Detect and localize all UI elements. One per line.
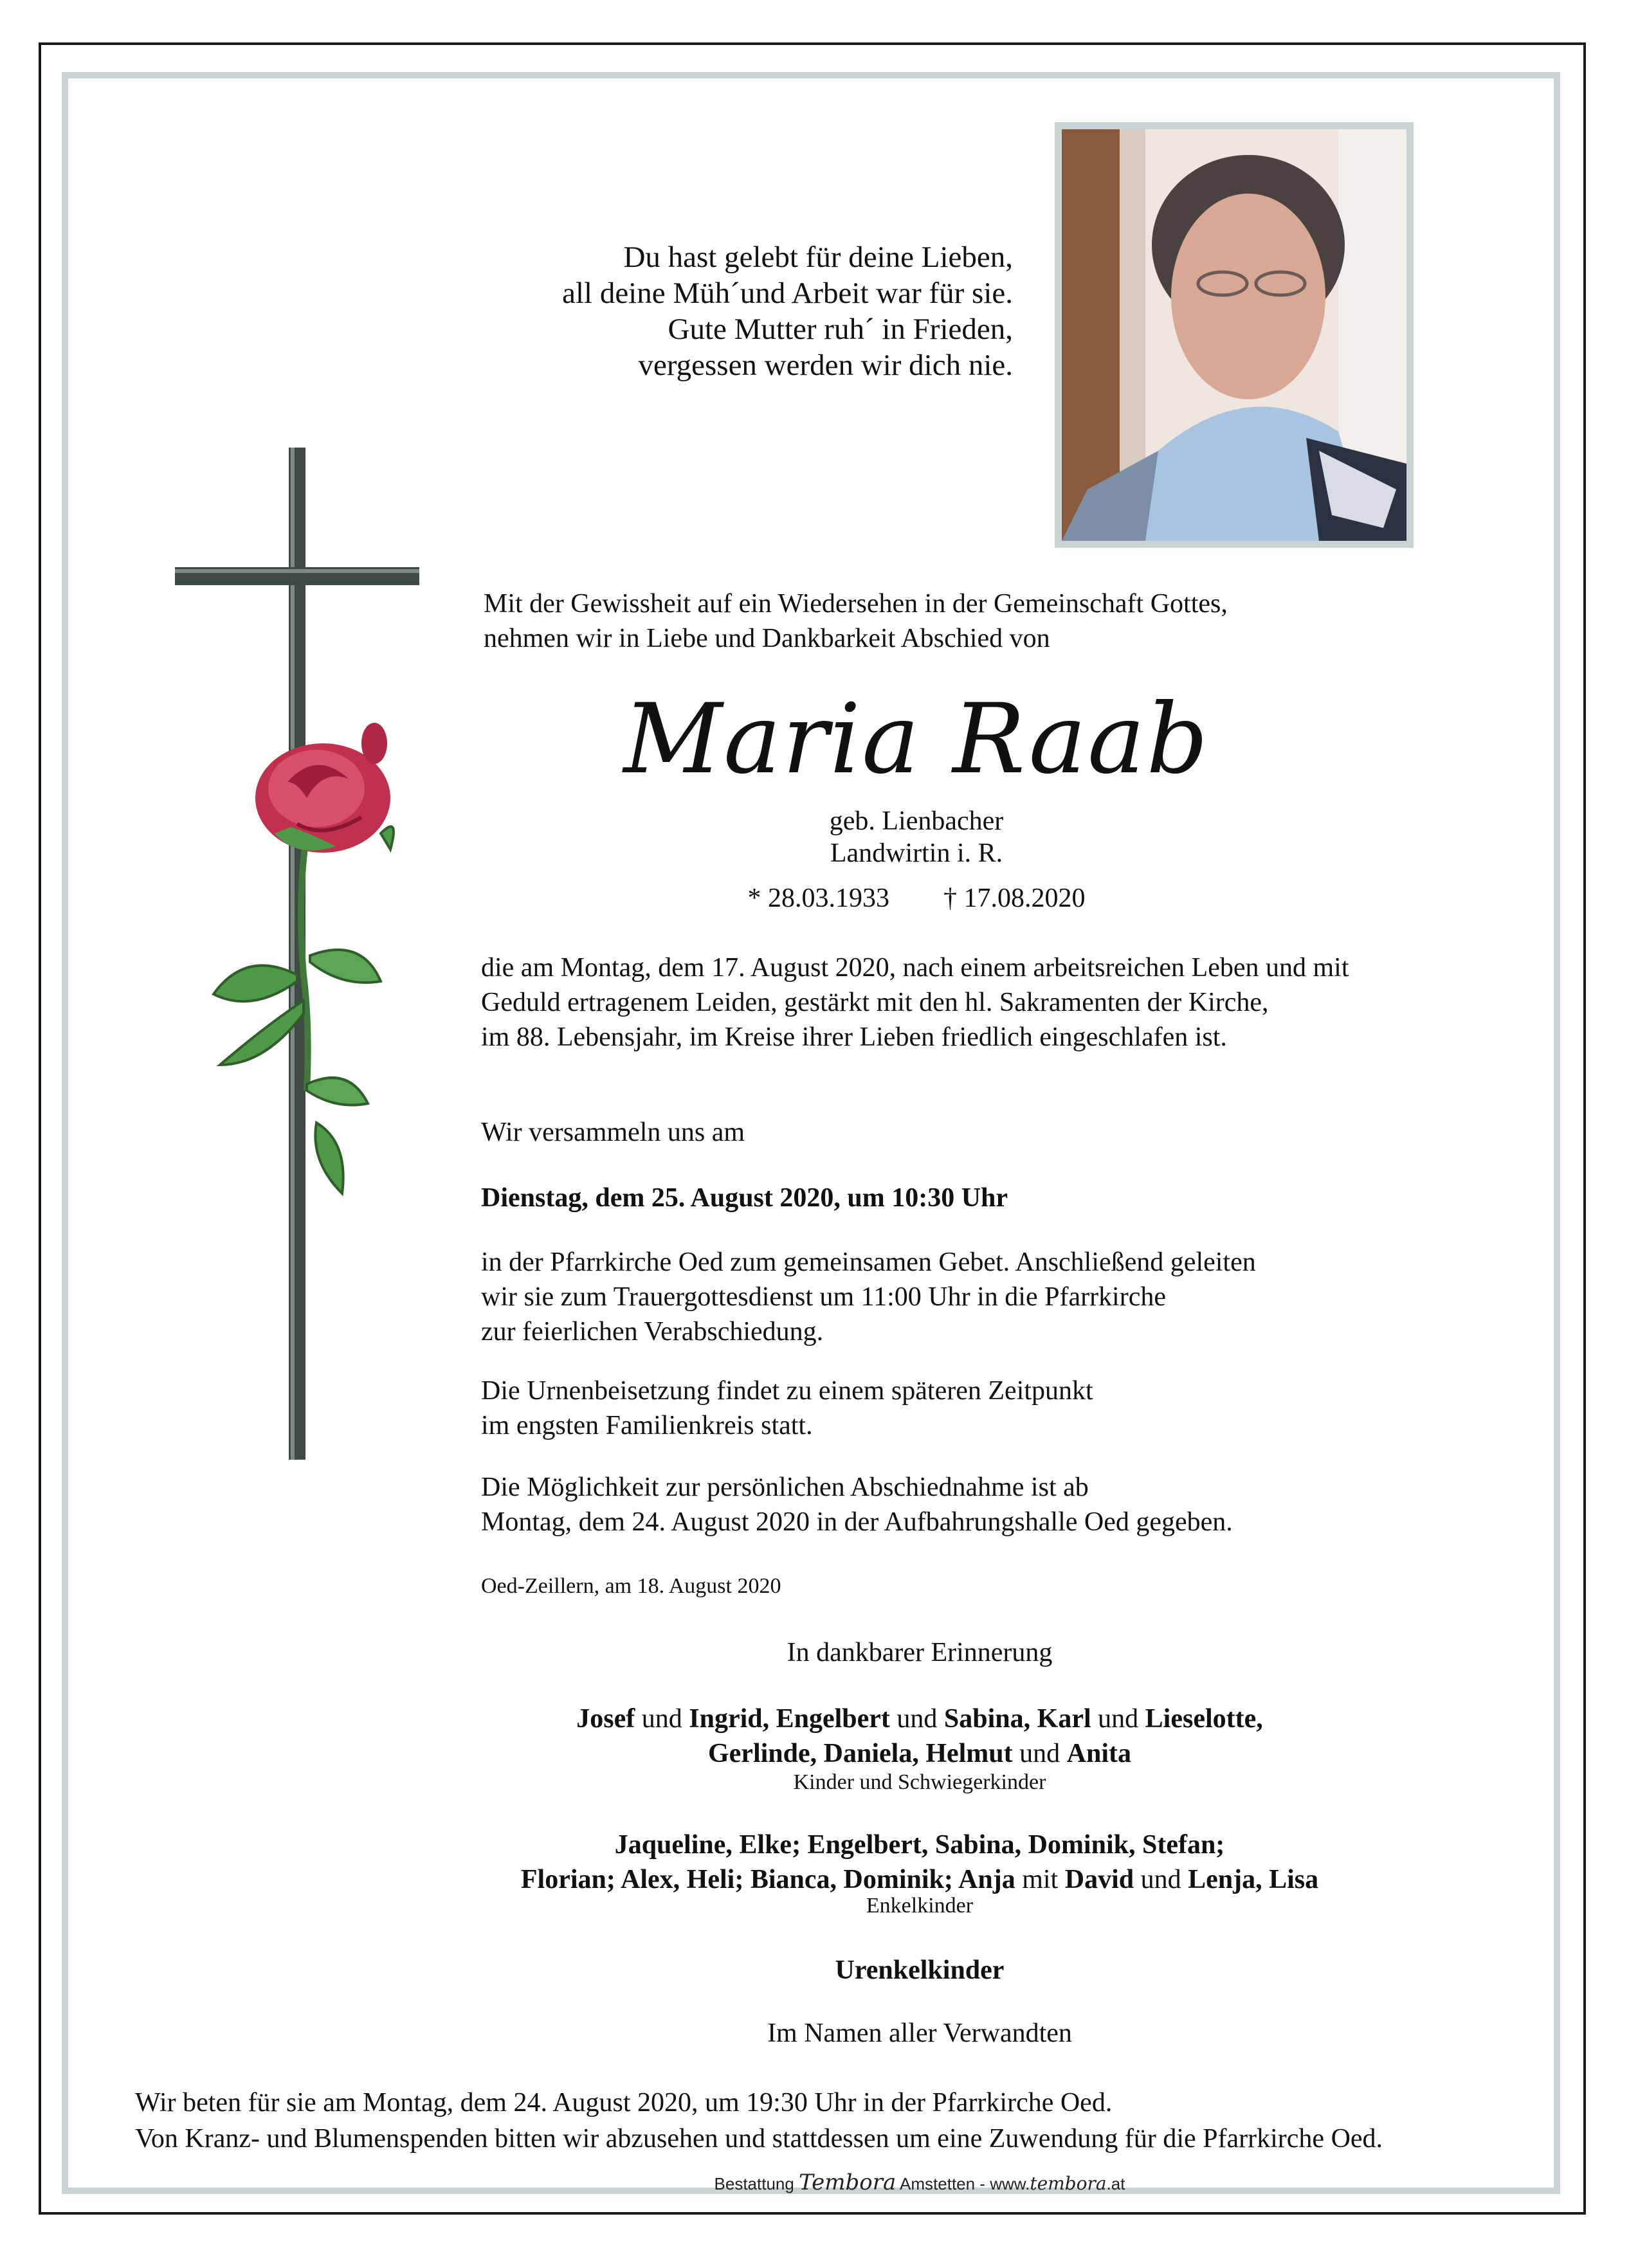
connector: und <box>1140 1865 1181 1894</box>
cross-with-rose-illustration <box>168 448 426 1460</box>
website-domain: .at <box>1106 2174 1125 2193</box>
mourner-name: David <box>1064 1865 1134 1894</box>
website-brand: tembora <box>1030 2173 1107 2194</box>
funeral-home-credit <box>450 2172 1389 2194</box>
poem <box>450 239 1013 383</box>
mourner-name: Gerlinde, Daniela, Helmut <box>708 1739 1013 1768</box>
children-line <box>450 1701 1389 1736</box>
mourner-name: Lenja, Lisa <box>1188 1865 1319 1894</box>
in-grateful-memory: In dankbarer Erinnerung <box>787 1638 1053 1667</box>
children-list <box>450 1701 1389 1771</box>
credit-suffix: Amstetten - www. <box>900 2174 1030 2193</box>
birth-date: * 28.03.1933 <box>747 884 889 913</box>
mourner-name: Karl <box>1037 1704 1091 1734</box>
paragraph-line: im engsten Familienkreis statt. <box>481 1411 813 1440</box>
death-cross-icon: † <box>943 884 957 913</box>
life-dates <box>482 881 1351 916</box>
poem-line: all deine Müh´und Arbeit war für sie. <box>562 277 1013 310</box>
paragraph-line: Die Urnenbeisetzung findet zu einem späteren Zeitpunkt <box>481 1376 1093 1406</box>
connector: mit <box>1022 1865 1059 1894</box>
grandchildren-role: Enkelkinder <box>866 1894 974 1918</box>
paragraph-line: im 88. Lebensjahr, im Kreise ihrer Lieben friedlich eingeschlafen ist. <box>481 1022 1227 1052</box>
urn-burial-paragraph <box>481 1374 1587 1443</box>
service-paragraph <box>481 1245 1587 1349</box>
mourner-name: Anita <box>1066 1739 1131 1768</box>
grandchildren-line <box>450 1862 1389 1897</box>
brand-logo: Tembora <box>799 2170 896 2195</box>
poem-line: Du hast gelebt für deine Lieben, <box>623 240 1013 274</box>
children-line <box>450 1736 1389 1771</box>
connector: und <box>641 1704 682 1734</box>
footer-line: Von Kranz- und Blumenspenden bitten wir abzusehen und stattdessen um eine Zuwendung für die Pfarrkirche Oed. <box>135 2124 1383 2154</box>
deceased-details <box>482 805 1351 869</box>
credit-prefix: Bestattung <box>714 2174 794 2193</box>
occupation: Landwirtin i. R. <box>830 839 1003 868</box>
passing-paragraph <box>481 950 1587 1055</box>
portrait-photo <box>1055 122 1414 548</box>
place-and-date: Oed-Zeillern, am 18. August 2020 <box>481 1574 781 1598</box>
service-datetime: Dienstag, dem 25. August 2020, um 10:30 Uhr <box>481 1183 1008 1213</box>
cross-icon <box>168 448 426 1460</box>
portrait-image <box>1062 129 1406 541</box>
paragraph-line: Geduld ertragenem Leiden, gestärkt mit den hl. Sakramenten der Kirche, <box>481 988 1269 1017</box>
mourner-name: Florian; Alex, Heli; Bianca, Dominik; Anja <box>520 1865 1015 1894</box>
footer-line: Wir beten für sie am Montag, dem 24. August 2020, um 19:30 Uhr in der Pfarrkirche Oed. <box>135 2088 1113 2118</box>
deceased-name: Maria Raab <box>623 684 1210 795</box>
great-grandchildren: Urenkelkinder <box>835 1955 1005 1985</box>
paragraph-line: in der Pfarrkirche Oed zum gemeinsamen Gebet. Anschließend geleiten <box>481 1247 1256 1277</box>
relatives-line: Im Namen aller Verwandten <box>767 2019 1072 2048</box>
mourner-name: Ingrid, <box>689 1704 770 1734</box>
mourner-name: Lieselotte, <box>1145 1704 1263 1734</box>
intro-text <box>484 586 1448 656</box>
intro-line: Mit der Gewissheit auf ein Wiedersehen in der Gemeinschaft Gottes, <box>484 589 1228 619</box>
prayer-and-donation-notice <box>135 2085 1518 2157</box>
gathering-intro: Wir versammeln uns am <box>481 1118 745 1147</box>
mourner-name: Josef <box>576 1704 635 1734</box>
mourner-name: Engelbert <box>776 1704 890 1734</box>
paragraph-line: Montag, dem 24. August 2020 in der Aufbahrungshalle Oed gegeben. <box>481 1507 1233 1537</box>
paragraph-line: wir sie zum Trauergottesdienst um 11:00 Uhr in die Pfarrkirche <box>481 1282 1166 1312</box>
connector: und <box>1098 1704 1139 1734</box>
connector: und <box>896 1704 938 1734</box>
paragraph-line: die am Montag, dem 17. August 2020, nach einem arbeitsreichen Leben und mit <box>481 953 1349 983</box>
grandchildren-line: Jaqueline, Elke; Engelbert, Sabina, Dominik, Stefan; <box>614 1830 1225 1860</box>
poem-line: Gute Mutter ruh´ in Frieden, <box>668 313 1013 346</box>
death-date: 17.08.2020 <box>963 884 1086 913</box>
mourner-name: Sabina, <box>943 1704 1031 1734</box>
paragraph-line: zur feierlichen Verabschiedung. <box>481 1317 824 1347</box>
viewing-paragraph <box>481 1470 1587 1539</box>
birth-name: geb. Lienbacher <box>829 806 1004 836</box>
children-role: Kinder und Schwiegerkinder <box>793 1770 1046 1794</box>
connector: und <box>1019 1739 1060 1768</box>
intro-line: nehmen wir in Liebe und Dankbarkeit Abschied von <box>484 624 1050 653</box>
grandchildren-list <box>450 1828 1389 1897</box>
paragraph-line: Die Möglichkeit zur persönlichen Abschiednahme ist ab <box>481 1473 1089 1502</box>
poem-line: vergessen werden wir dich nie. <box>638 349 1013 382</box>
